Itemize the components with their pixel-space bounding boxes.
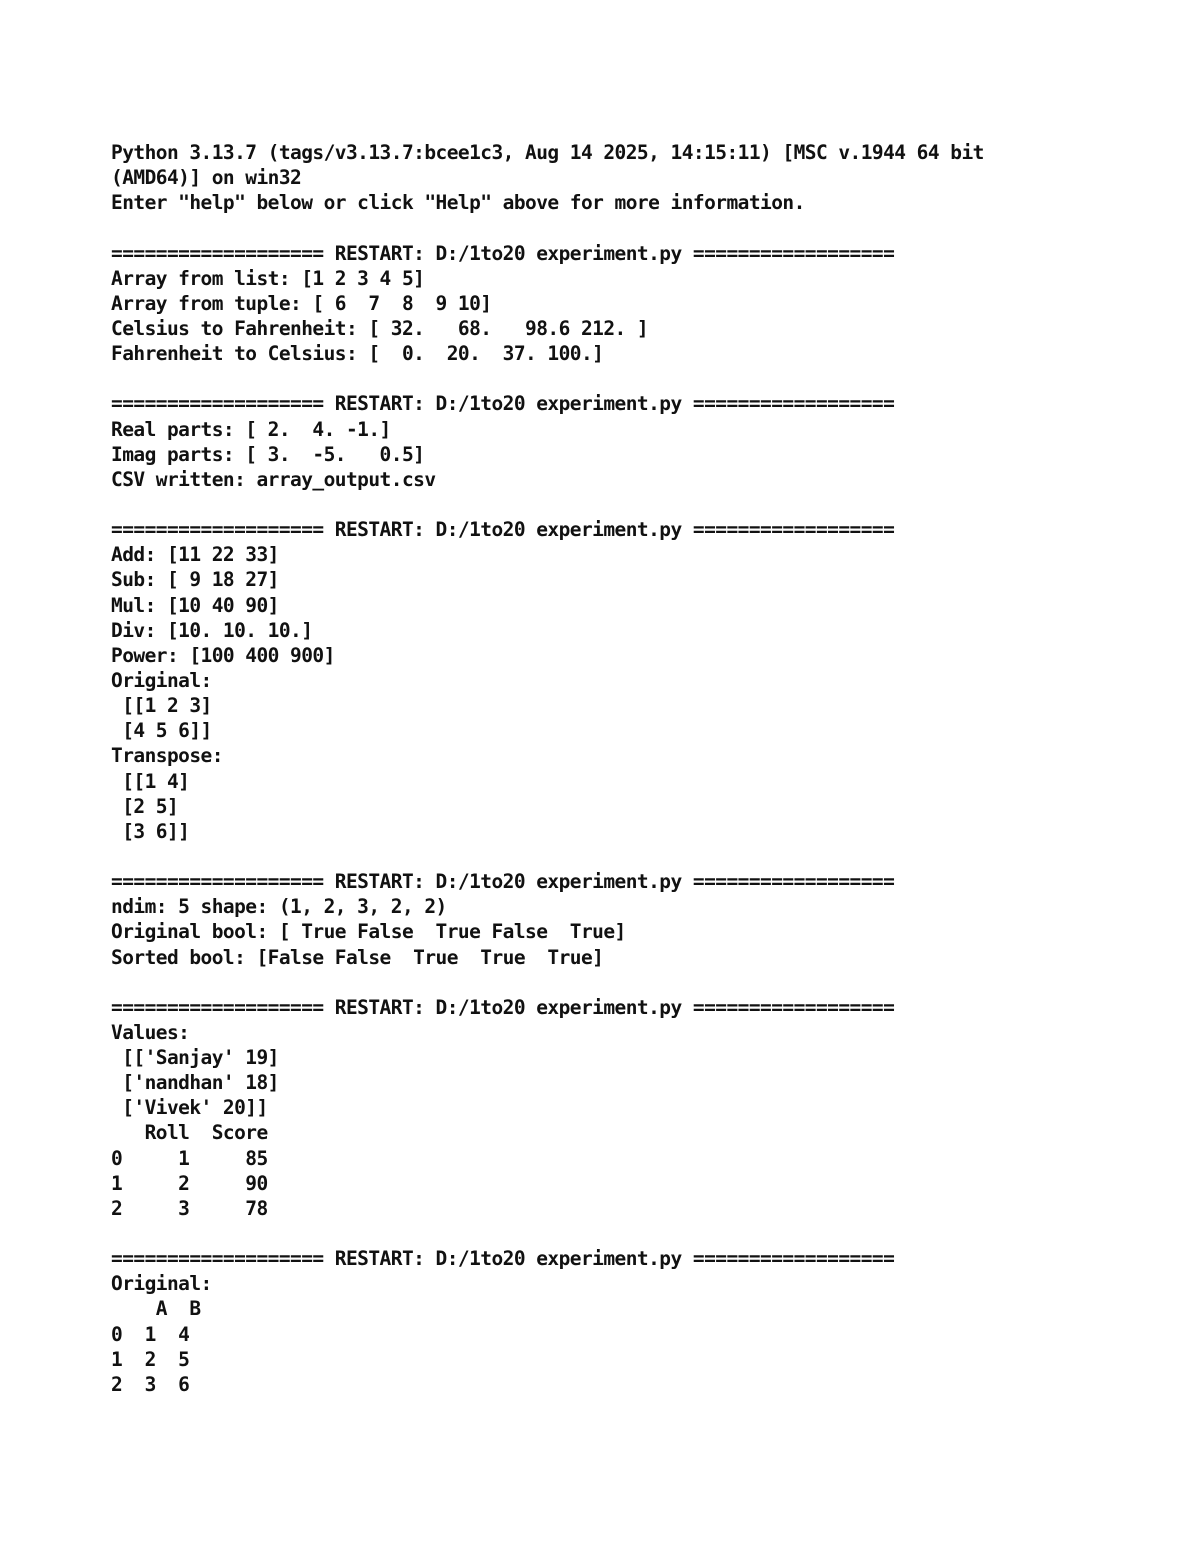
blank-line (111, 844, 1111, 869)
output-line: ['nandhan' 18] (111, 1071, 279, 1095)
restart-separator: =================== RESTART: D:/1to20 experiment.py ================== (111, 1247, 895, 1271)
output-line: 2 3 78 (111, 1196, 268, 1220)
output-line: Mul: [10 40 90] (111, 593, 279, 617)
output-line: CSV written: array_output.csv (111, 467, 436, 491)
output-line: Add: [11 22 33] (111, 543, 279, 567)
output-line: Sorted bool: [False False True True True] (111, 945, 604, 969)
output-line: [[1 4] (111, 769, 190, 793)
output-line: [3 6]] (111, 819, 190, 843)
output-line: Array from list: [1 2 3 4 5] (111, 266, 425, 290)
blank-line (111, 970, 1111, 995)
output-line: 1 2 5 (111, 1347, 190, 1371)
output-line: Original: (111, 1272, 212, 1296)
output-line: 2 3 6 (111, 1372, 190, 1396)
blank-line (111, 366, 1111, 391)
output-line: [[1 2 3] (111, 694, 212, 718)
output-line: [2 5] (111, 794, 179, 818)
blank-line (111, 215, 1111, 240)
output-line: 1 2 90 (111, 1171, 268, 1195)
output-line: [4 5 6]] (111, 719, 212, 743)
output-line: Original bool: [ True False True False True] (111, 920, 626, 944)
output-line: Values: (111, 1020, 190, 1044)
restart-separator: =================== RESTART: D:/1to20 experiment.py ================== (111, 995, 895, 1019)
blank-line (111, 1221, 1111, 1246)
output-line: Power: [100 400 900] (111, 643, 335, 667)
output-line: 0 1 85 (111, 1146, 268, 1170)
output-line: Div: [10. 10. 10.] (111, 618, 313, 642)
output-line: ndim: 5 shape: (1, 2, 3, 2, 2) (111, 895, 447, 919)
output-line: Celsius to Fahrenheit: [ 32. 68. 98.6 212. ] (111, 316, 649, 340)
output-line: ['Vivek' 20]] (111, 1096, 268, 1120)
console-output (111, 140, 1111, 1397)
output-line: 0 1 4 (111, 1322, 190, 1346)
banner-help-line: Enter "help" below or click "Help" above for more information. (111, 191, 805, 215)
restart-separator: =================== RESTART: D:/1to20 experiment.py ================== (111, 392, 895, 416)
banner-line: Python 3.13.7 (tags/v3.13.7:bcee1c3, Aug 14 2025, 14:15:11) [MSC v.1944 64 bit (111, 141, 984, 164)
output-line: Roll Score (111, 1121, 268, 1145)
output-line: Sub: [ 9 18 27] (111, 568, 279, 592)
output-line: Array from tuple: [ 6 7 8 9 10] (111, 291, 492, 315)
blank-line (111, 492, 1111, 517)
output-line: A B (111, 1297, 201, 1321)
restart-separator: =================== RESTART: D:/1to20 experiment.py ================== (111, 241, 895, 265)
restart-separator: =================== RESTART: D:/1to20 experiment.py ================== (111, 518, 895, 542)
output-line: [['Sanjay' 19] (111, 1046, 279, 1070)
output-line: Fahrenheit to Celsius: [ 0. 20. 37. 100.] (111, 342, 604, 366)
restart-separator: =================== RESTART: D:/1to20 experiment.py ================== (111, 870, 895, 894)
output-line: Original: (111, 668, 212, 692)
banner-line: (AMD64)] on win32 (111, 166, 302, 190)
output-line: Transpose: (111, 744, 223, 768)
output-line: Imag parts: [ 3. -5. 0.5] (111, 442, 425, 466)
output-line: Real parts: [ 2. 4. -1.] (111, 417, 391, 441)
